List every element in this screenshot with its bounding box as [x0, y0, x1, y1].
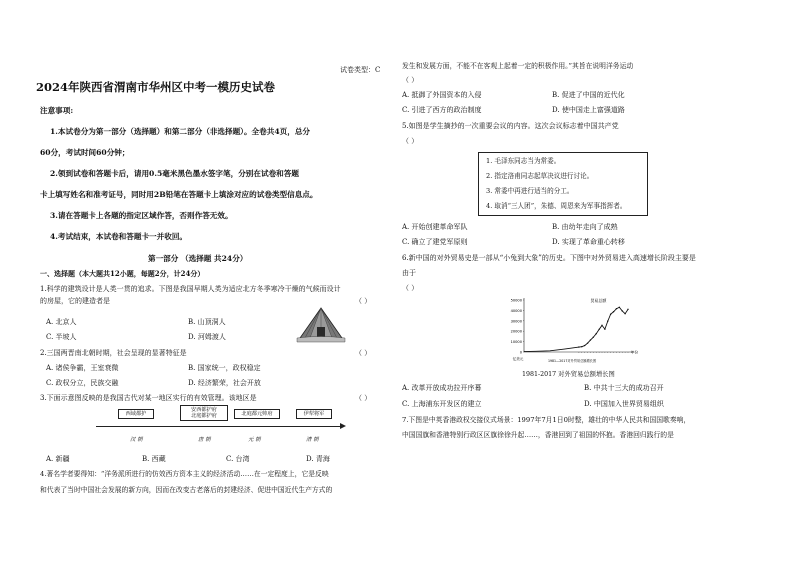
notice-item-3: 3.请在答题卡上各题的指定区域作答，否则作答无效。 [50, 211, 233, 220]
timeline-box-tang: 安西都护府 北庭都护府 [180, 405, 228, 421]
q1-option-d[interactable]: D. 河姆渡人 [188, 333, 226, 341]
q3-paren: （ ） [355, 394, 372, 402]
chart-point [587, 342, 588, 343]
chart-point [578, 346, 579, 347]
chart-point [607, 320, 608, 321]
q2-stem: 2.三国两晋南北朝时期，社会呈现的显著特征是 [40, 349, 187, 357]
q5-option-a[interactable]: A. 开始创建革命军队 [402, 223, 468, 231]
timeline-box-yuan: 北庭都元帅府 [234, 409, 280, 419]
q5-paren: （ ） [402, 137, 419, 145]
chart-series-line [524, 307, 628, 351]
q4-line3: 发生和发展方面，不能不在客观上起着一定的积极作用。”其旨在说明洋务运动 [402, 62, 634, 70]
q4-option-c[interactable]: C. 引进了西方的政治制度 [402, 106, 482, 114]
q3-option-a[interactable]: A. 新疆 [46, 455, 70, 463]
q4-paren: （ ） [402, 76, 419, 84]
chart-y-tick-label: 50000 [510, 298, 522, 303]
q1-option-b[interactable]: B. 山顶洞人 [188, 318, 226, 326]
notice-item-1a: 1.本试卷分为第一部分（选择题）和第二部分（非选择题）。全卷共4页，总分 [50, 127, 311, 136]
q3-stem: 3.下面示意图反映的是我国古代对某一地区实行的有效管理。该地区是 [40, 394, 257, 402]
q4-option-a[interactable]: A. 抵御了外国资本的入侵 [402, 91, 482, 99]
chart-point [593, 337, 594, 338]
q1-line2: 的房屋，它的建造者是 [40, 297, 110, 305]
chart-y-tick-label: 10000 [510, 340, 522, 345]
q6-caption: 1981-2017 对外贸易总额增长图 [522, 371, 615, 378]
q6-paren: （ ） [402, 284, 419, 292]
q3-option-d[interactable]: D. 青海 [306, 455, 330, 463]
chart-point [619, 307, 620, 308]
notice-heading: 注意事项: [40, 106, 74, 115]
notice-item-2b: 卡上填写姓名和准考证号，同时用2B铅笔在答题卡上填涂对应的试卷类型信息点。 [40, 190, 318, 199]
timeline-label-qing: 清 朝 [306, 437, 319, 443]
q2-option-d[interactable]: D. 经济繁荣，社会开放 [188, 379, 261, 387]
exam-type: 试卷类型：C [340, 66, 381, 74]
chart-point [610, 313, 611, 314]
chart-legend-label: 贸易总额 [590, 298, 607, 303]
q7-line2: 中国国旗和香港特别行政区区旗徐徐升起……，香港回到了祖国的怀抱。香港回归践行的是 [402, 431, 674, 439]
hut-illustration [295, 305, 347, 345]
timeline-axis [96, 426, 344, 427]
chart-y-tick-label: 40000 [510, 308, 522, 313]
q4-option-d[interactable]: D. 使中国走上富强道路 [552, 106, 625, 114]
q6-option-d[interactable]: D. 中国加入世界贸易组织 [584, 400, 664, 408]
notice-item-2a: 2.领到试卷和答题卡后，请用0.5毫米黑色墨水签字笔，分别在试卷和答题 [50, 169, 299, 178]
q1-option-c[interactable]: C. 半坡人 [46, 333, 77, 341]
q6-option-a[interactable]: A. 改革开放成功拉开序幕 [402, 384, 482, 392]
trade-chart [502, 294, 642, 364]
chart-point [584, 345, 585, 346]
chart-point [613, 311, 614, 312]
q5-box-item-3: 3. 常委中再进行适当的分工。 [486, 187, 574, 195]
section-heading: 一、选择题（本大题共12小题，每题2分，计24分） [40, 269, 205, 278]
chart-x-label: 年份 [630, 350, 638, 355]
q4-option-b[interactable]: B. 促进了中国的近代化 [552, 91, 625, 99]
q5-option-c[interactable]: C. 确立了建党军原则 [402, 238, 468, 246]
chart-point [598, 329, 599, 330]
chart-y-tick-label: 30000 [510, 319, 522, 324]
q6-option-c[interactable]: C. 上海浦东开发区的建立 [402, 400, 482, 408]
q1-paren: （ ） [355, 297, 372, 305]
part1-heading: 第一部分 （选择题 共24分） [148, 254, 248, 263]
timeline-arrow [340, 423, 346, 429]
q6-line1: 6.新中国的对外贸易史是一部从“小兔到大象”的历史。下图中对外贸易进入高速增长阶段主要是 [402, 254, 696, 262]
chart-point [627, 309, 628, 310]
chart-point [624, 313, 625, 314]
q1-option-a[interactable]: A. 北京人 [46, 318, 77, 326]
q5-option-b[interactable]: B. 由幼年走向了成熟 [552, 223, 618, 231]
chart-point [622, 310, 623, 311]
chart-point [604, 328, 605, 329]
q2-paren: （ ） [355, 349, 372, 357]
timeline-label-tang: 唐 朝 [198, 437, 211, 443]
chart-point [616, 308, 617, 309]
chart-y-label: 亿美元 [512, 357, 524, 361]
timeline-box-han: 西域都护 [118, 409, 154, 419]
q2-option-b[interactable]: B. 国家统一，政权稳定 [188, 364, 261, 372]
notice-item-1b: 60分，考试时间60分钟； [40, 148, 130, 157]
chart-y-tick-label: 0 [519, 350, 522, 355]
q5-box-item-2: 2. 指定洛甫同志起草决议进行讨论。 [486, 172, 594, 180]
q1-line1: 1.科学的建筑设计是人类一贯的追求。下图是我国早期人类为适应北方冬季寒冷干燥的气候而设计 [40, 285, 341, 293]
notice-item-4: 4.考试结束，本试卷和答题卡一并收回。 [50, 232, 188, 241]
q6-line2: 由于 [402, 269, 416, 277]
timeline-label-yuan: 元 朝 [248, 437, 261, 443]
q3-option-c[interactable]: C. 台湾 [226, 455, 250, 463]
q2-option-a[interactable]: A. 诸侯争霸，王室衰微 [46, 364, 119, 372]
chart-y-tick-label: 20000 [510, 329, 522, 334]
chart-point [590, 339, 591, 340]
q4-line2: 和代表了当时中国社会发展的新方向，因而在改变古老落后的封建经济、促进中国近代生产方式的 [40, 486, 333, 494]
chart-inner-caption: 1981—2017对外贸易总额增长图 [547, 359, 597, 363]
chart-point [581, 346, 582, 347]
page-title: 2024年陕西省渭南市华州区中考一模历史试卷 [36, 80, 276, 94]
q5-box-item-4: 4. 取消“三人团”，朱德、周恩来为军事指挥者。 [486, 202, 627, 210]
q7-line1: 7.下图是中英香港政权交接仪式场景：1997年7月1日0时整，雄壮的中华人民共和国国歌奏响， [402, 416, 691, 424]
q3-option-b[interactable]: B. 西藏 [142, 455, 166, 463]
q6-option-b[interactable]: B. 中共十三大的成功召开 [584, 384, 664, 392]
timeline-box-qing: 伊犁将军 [296, 409, 332, 419]
timeline-label-han: 汉 朝 [130, 437, 143, 443]
q2-option-c[interactable]: C. 政权分立，民族交融 [46, 379, 119, 387]
chart-point [596, 333, 597, 334]
chart-point [601, 325, 602, 326]
q4-line1: 4.著名学者要得知：“洋务派所进行的仿效西方资本主义的经济活动……在一定程度上，它是反映 [40, 470, 329, 478]
q5-box-item-1: 1. 毛泽东同志当为常委。 [486, 157, 561, 165]
q5-option-d[interactable]: D. 实现了革命重心转移 [552, 238, 625, 246]
q5-line1: 5.如图是学生摘抄的一次重要会议的内容。这次会议标志着中国共产党 [402, 122, 619, 130]
